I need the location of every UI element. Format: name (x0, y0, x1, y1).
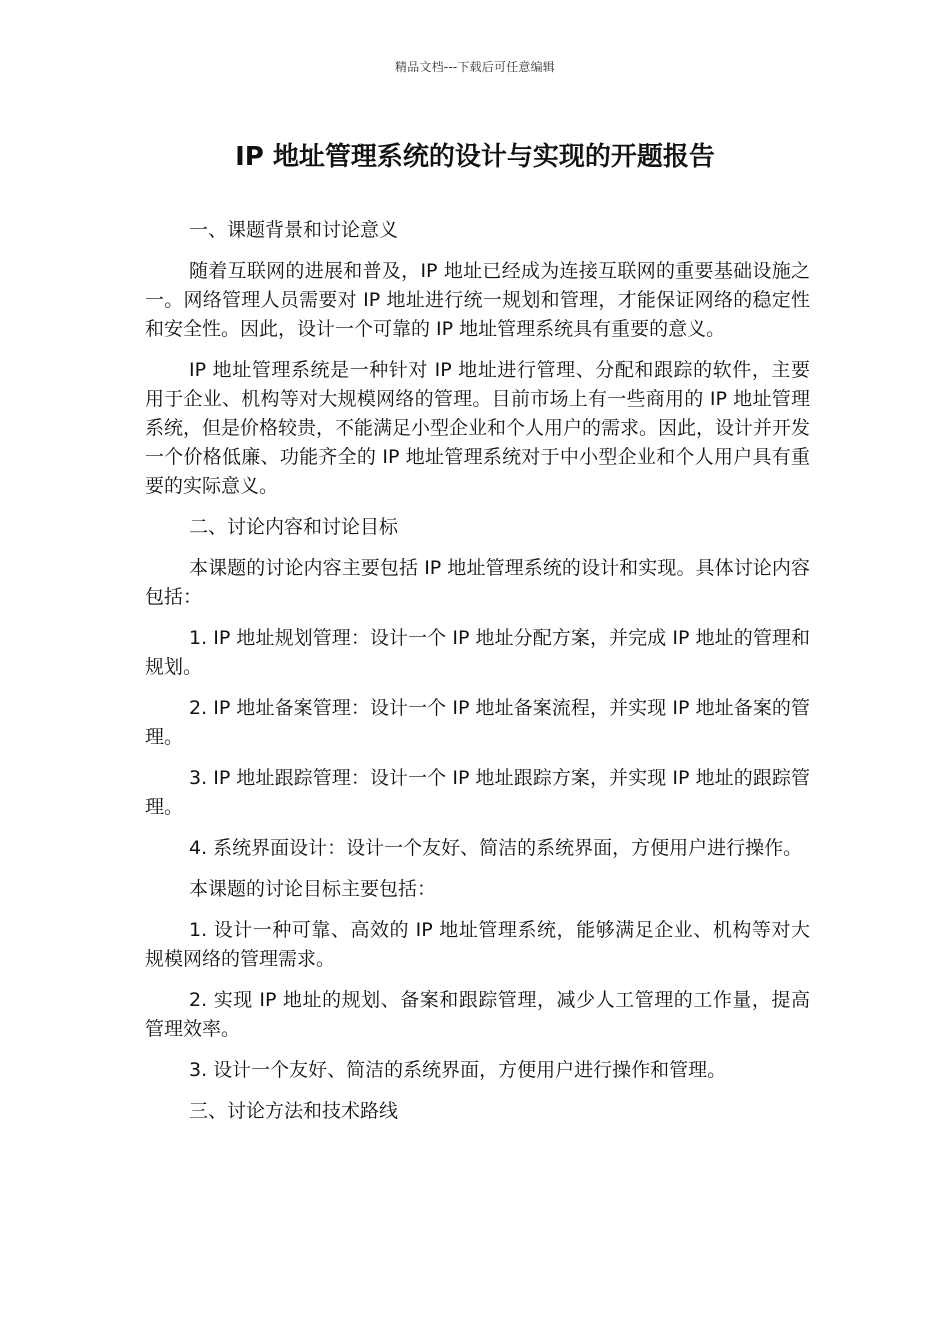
section-heading-background: 一、课题背景和讨论意义 (189, 219, 399, 241)
paragraph-content-intro: 本课题的讨论内容主要包括 IP 地址管理系统的设计和实现。具体讨论内容包括： (145, 557, 810, 608)
list-item-goal-3: 3. 设计一个友好、简洁的系统界面，方便用户进行操作和管理。 (189, 1059, 727, 1081)
list-item-content-2: 2. IP 地址备案管理：设计一个 IP 地址备案流程，并实现 IP 地址备案的管理。 (145, 697, 810, 748)
section-heading-methods: 三、讨论方法和技术路线 (189, 1100, 399, 1122)
document-title: IP 地址管理系统的设计与实现的开题报告 (235, 142, 715, 172)
paragraph-background-1: 随着互联网的进展和普及，IP 地址已经成为连接互联网的重要基础设施之一。网络管理人员需要对 IP 地址进行统一规划和管理，才能保证网络的稳定性和安全性。因此，设计一个可靠的 IP 地址管理系统具有重要的意义。 (145, 260, 810, 340)
header-note: 精品文档---下载后可任意编辑 (395, 60, 555, 74)
list-item-goal-1: 1. 设计一种可靠、高效的 IP 地址管理系统，能够满足企业、机构等对大规模网络的管理需求。 (145, 919, 810, 970)
list-item-content-3: 3. IP 地址跟踪管理：设计一个 IP 地址跟踪方案，并实现 IP 地址的跟踪管理。 (145, 767, 810, 818)
section-heading-content: 二、讨论内容和讨论目标 (189, 516, 399, 538)
paragraph-goals-intro: 本课题的讨论目标主要包括： (189, 878, 437, 900)
list-item-content-1: 1. IP 地址规划管理：设计一个 IP 地址分配方案，并完成 IP 地址的管理和规划。 (145, 627, 810, 678)
list-item-content-4: 4. 系统界面设计：设计一个友好、简洁的系统界面，方便用户进行操作。 (189, 837, 803, 859)
paragraph-background-2: IP 地址管理系统是一种针对 IP 地址进行管理、分配和跟踪的软件，主要用于企业、机构等对大规模网络的管理。目前市场上有一些商用的 IP 地址管理系统，但是价格较贵，不能满足小型企业和个人用户的需求。因此，设计并开发一个价格低廉、功能齐全的 IP 地址管理系统对于中小型企业和个人用户具有重要的实际意义。 (145, 359, 811, 497)
document-body (145, 216, 810, 1138)
list-item-goal-2: 2. 实现 IP 地址的规划、备案和跟踪管理，减少人工管理的工作量，提高管理效率。 (145, 989, 810, 1040)
